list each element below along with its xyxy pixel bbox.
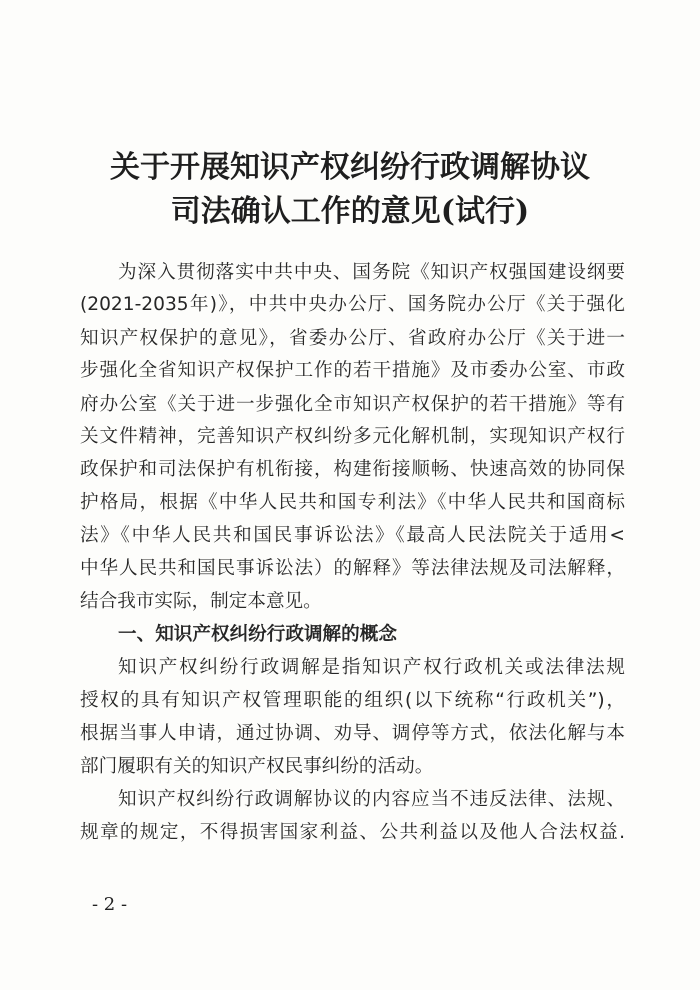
paragraph3-line: 知识产权纠纷行政调解协议的内容应当不违反法律、法规、 xyxy=(118,789,625,810)
section-heading: 一、知识产权纠纷行政调解的概念 xyxy=(118,624,397,645)
paragraph2-line: 知识产权纠纷行政调解是指知识产权行政机关或法律法规 xyxy=(118,657,625,678)
document-title-line2: 司法确认工作的意见(试行) xyxy=(170,194,530,229)
paragraph1-line: 法》《中华人民共和国民事诉讼法》《最高人民法院关于适用< xyxy=(80,525,625,546)
paragraph1-line: 结合我市实际，制定本意见。 xyxy=(80,591,322,612)
paragraph2-line: 授权的具有知识产权管理职能的组织(以下统称“行政机关”)， xyxy=(80,690,625,711)
paragraph2-line: 根据当事人申请，通过协调、劝导、调停等方式，依法化解与本 xyxy=(80,723,625,744)
paragraph1-line: 护格局，根据《中华人民共和国专利法》《中华人民共和国商标 xyxy=(80,492,625,513)
paragraph1-line: 知识产权保护的意见》，省委办公厅、省政府办公厅《关于进一 xyxy=(80,328,625,349)
paragraph1-line: 关文件精神，完善知识产权纠纷多元化解机制，实现知识产权行 xyxy=(80,426,625,447)
paragraph1-line: (2021-2035年)》，中共中央办公厅、国务院办公厅《关于强化 xyxy=(80,294,625,315)
paragraph1-line: 中华人民共和国民事诉讼法）的解释》等法律法规及司法解释， xyxy=(80,558,625,579)
document-title-line1: 关于开展知识产权纠纷行政调解协议 xyxy=(110,150,590,185)
paragraph1-line: 府办公室《关于进一步强化全市知识产权保护的若干措施》等有 xyxy=(80,394,625,415)
page-number: - 2 - xyxy=(92,894,128,915)
paragraph1-line: 步强化全省知识产权保护工作的若干措施》及市委办公室、市政 xyxy=(80,360,625,381)
paragraph2-line: 部门履职有关的知识产权民事纠纷的活动。 xyxy=(80,756,434,777)
paragraph3-line: 规章的规定，不得损害国家利益、公共利益以及他人合法权益. xyxy=(80,822,625,843)
paragraph1-line: 为深入贯彻落实中共中央、国务院《知识产权强国建设纲要 xyxy=(118,262,625,283)
paragraph1-line: 政保护和司法保护有机衔接，构建衔接顺畅、快速高效的协同保 xyxy=(80,459,625,480)
